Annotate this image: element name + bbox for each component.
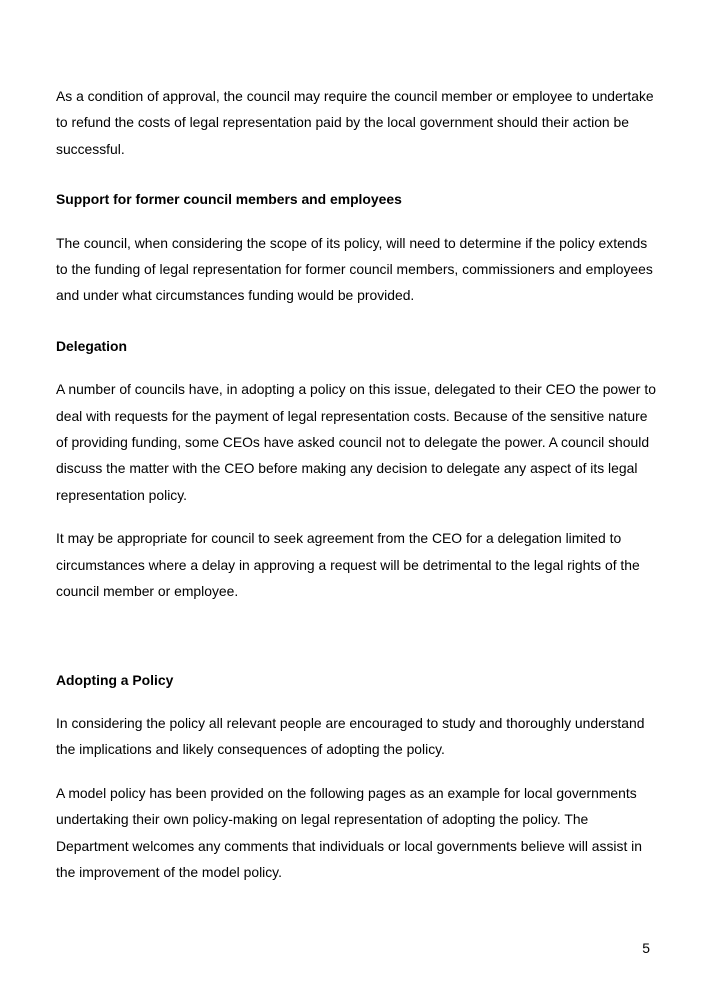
former-members-heading: Support for former council members and employees	[56, 191, 402, 208]
document-page	[56, 83, 656, 885]
condition-paragraph: As a condition of approval, the council may require the council member or employee to undertake to refund the costs of legal representation paid by the local government should their action be successful.	[56, 88, 654, 157]
adopting-policy-heading: Adopting a Policy	[56, 671, 174, 688]
page-number: 5	[642, 940, 650, 956]
adopting-paragraph-1: In considering the policy all relevant people are encouraged to study and thoroughly understand the implications and likely consequences of adopting the policy.	[56, 714, 645, 758]
former-members-paragraph: The council, when considering the scope of its policy, will need to determine if the policy extends to the funding of legal representation for former council members, commissioners and employees and under what circumstances funding would be provided.	[56, 234, 653, 304]
delegation-paragraph-2: It may be appropriate for council to seek agreement from the CEO for a delegation limited to circumstances where a delay in approving a request will be detrimental to the legal rights of the council member or employee.	[56, 530, 640, 600]
delegation-heading: Delegation	[56, 337, 128, 354]
adopting-paragraph-2: A model policy has been provided on the following pages as an example for local governments undertaking their own policy-making on legal representation of adopting the policy. The Department welcomes any comments that individuals or local governments believe will assist in the improvement of the model policy.	[56, 784, 642, 880]
delegation-paragraph-1: A number of councils have, in adopting a policy on this issue, delegated to their CEO the power to deal with requests for the payment of legal representation costs. Because of the sensitive nature of providing funding, some CEOs have asked council not to delegate the power. A council should discuss the matter with the CEO before making any decision to delegate any aspect of its legal representation policy.	[56, 381, 656, 503]
